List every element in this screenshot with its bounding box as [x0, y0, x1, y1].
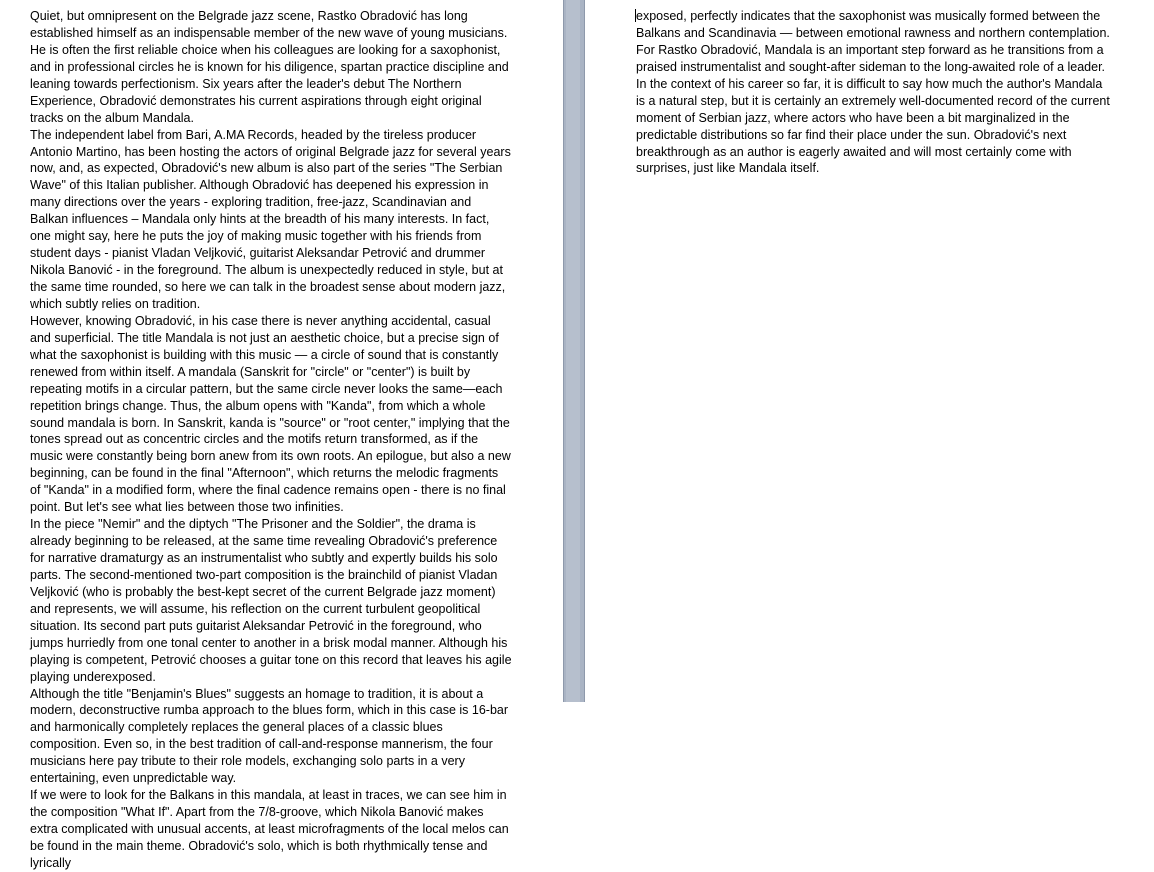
- paragraph: In the piece "Nemir" and the diptych "The Prisoner and the Soldier", the drama is already beginning to be released, at the same time revealing Obradović's preference for narrative dramaturgy as an instrumentalist who subtly and expertly builds his solo parts. The second-mentioned two-part composition is the brainchild of pianist Vladan Veljković (who is probably the best-kept secret of the current Belgrade jazz moment) and represents, we will assume, his reflection on the current turbulent geopolitical situation. Its second part puts guitarist Aleksandar Petrović in the foreground, who jumps hurriedly from one tonal center to another in a brisk modal manner. Although his playing is competent, Petrović chooses a guitar tone on this record that leaves his agile playing underexposed.: [30, 517, 512, 684]
- paragraph: exposed, perfectly indicates that the saxophonist was musically formed between the Balkans and Scandinavia — between emotional rawness and northern contemplation.: [636, 9, 1110, 40]
- paragraph: If we were to look for the Balkans in this mandala, at least in traces, we can see him in the composition "What If". Apart from the 7/8-groove, which Nikola Banović makes extra complicated with unusual accents, at least microfragments of the local melos can be found in the main theme. Obradović's solo, which is both rhythmically tense and lyrically: [30, 788, 509, 870]
- column-scrollbar[interactable]: [563, 0, 585, 702]
- left-text-column: [0, 0, 545, 872]
- paragraph: The independent label from Bari, A.MA Records, headed by the tireless producer Antonio Martino, has been hosting the actors of original Belgrade jazz for several years now, and, as expected, Obradović's new album is also part of the series "The Serbian Wave" of this Italian publisher. Although Obradović has deepened his expression in many directions over the years - exploring tradition, free-jazz, Scandinavian and Balkan influences – Mandala only hints at the breadth of his many interests. In fact, one might say, here he puts the joy of making music together with his friends from student days - pianist Vladan Veljković, guitarist Aleksandar Petrović and drummer Nikola Banović - in the foreground. The album is unexpectedly reduced in style, but at the same time rounded, so here we can talk in the broadest sense about modern jazz, which subtly relies on tradition.: [30, 127, 511, 311]
- scrollbar-track[interactable]: [566, 0, 580, 702]
- paragraph: Although the title "Benjamin's Blues" suggests an homage to tradition, it is about a modern, deconstructive rumba approach to the blues form, which in this case is 16-bar and harmonically completely replaces the general places of a classic blues composition. Even so, in the best tradition of call-and-response mannerism, the four musicians here pay tribute to their role models, exchanging solo parts in a very entertaining, even unpredictable way.: [30, 686, 509, 786]
- text-cursor: [635, 9, 636, 22]
- paragraph: However, knowing Obradović, in his case there is never anything accidental, casual and superficial. The title Mandala is not just an aesthetic choice, but a precise sign of what the saxophonist is building with this music — a circle of sound that is constantly renewed from within itself. A mandala (Sanskrit for "circle" or "center") is built by repeating motifs in a circular pattern, but the same circle never looks the same—each repetition brings change. Thus, the album opens with "Kanda", from which a whole sound mandala is born. In Sanskrit, kanda is "source" or "root center," implying that the tones spread out as concentric circles and the motifs return transformed, as if the music were constantly being born anew from its own roots. An epilogue, but also a new beginning, can be found in the final "Afternoon", which returns the melodic fragments of "Kanda" in a modified form, where the final cadence remains open - there is no final point. But let's see what lies between those two infinities.: [30, 313, 511, 515]
- paragraph: For Rastko Obradović, Mandala is an important step forward as he transitions from a praised instrumentalist and sought-after sideman to the long-awaited role of a leader. In the context of his career so far, it is difficult to say how much the author's Mandala is a natural step, but it is certainly an extremely well-documented record of the current moment of Serbian jazz, where actors who have been a bit marginalized in the predictable distributions so far find their place under the sun. Obradović's next breakthrough as an author is eagerly awaited and will most certainly come with surprises, just like Mandala itself.: [636, 42, 1110, 176]
- right-text-column: [598, 0, 1154, 177]
- paragraph: Quiet, but omnipresent on the Belgrade jazz scene, Rastko Obradović has long established himself as an indispensable member of the new wave of young musicians. He is often the first reliable choice when his colleagues are looking for a saxophonist, and in professional circles he is known for his diligence, spartan practice discipline and leaning towards perfectionism. Six years after the leader's debut The Northern Experience, Obradović demonstrates his current aspirations through eight original tracks on the album Mandala.: [30, 9, 509, 125]
